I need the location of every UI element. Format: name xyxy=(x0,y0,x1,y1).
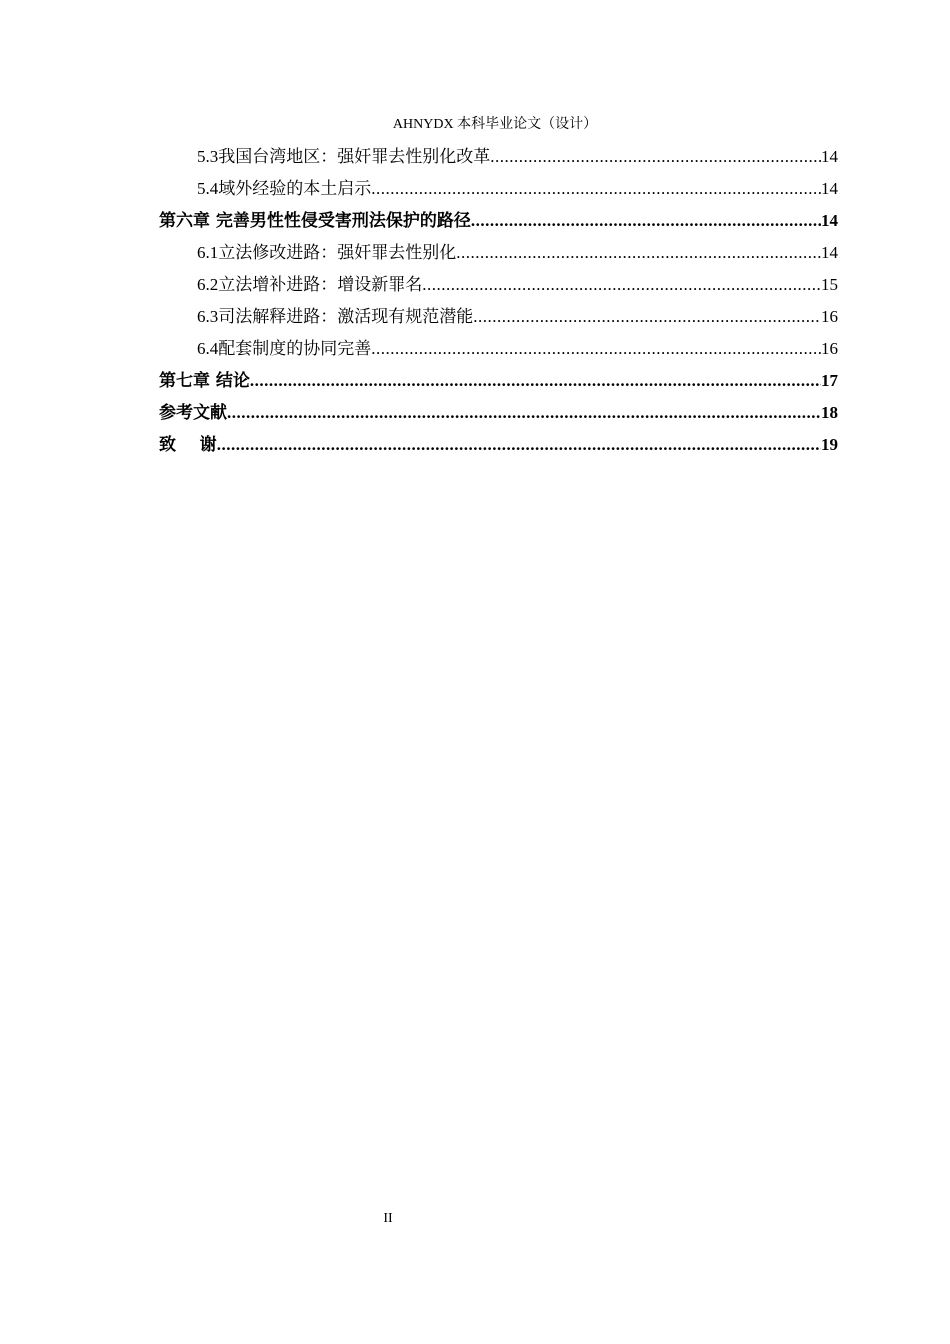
toc-entry-page: 16 xyxy=(821,339,838,358)
toc-entry-title: 司法解释进路：激活现有规范潜能 xyxy=(218,307,474,327)
toc-entry-page: 14 xyxy=(821,211,838,230)
toc-entry-number: 6.1 xyxy=(197,243,219,262)
toc-entry-number: 6.3 xyxy=(197,307,219,326)
toc-entry-5-3[interactable] xyxy=(159,141,838,173)
toc-entry-title: 第七章 结论 xyxy=(159,371,250,391)
toc-entry-6-4[interactable] xyxy=(159,333,838,365)
toc-dot-leader xyxy=(250,365,821,397)
toc-entry-page: 15 xyxy=(821,275,838,294)
table-of-contents xyxy=(159,141,838,461)
toc-entry-title: 我国台湾地区：强奸罪去性别化改革 xyxy=(218,147,491,167)
toc-entry-chapter-6[interactable] xyxy=(159,205,838,237)
toc-entry-title: 致 谢 xyxy=(159,435,217,455)
toc-entry-page: 14 xyxy=(821,243,838,262)
toc-entry-5-4[interactable] xyxy=(159,173,838,205)
toc-entry-title: 立法增补进路：增设新罪名 xyxy=(218,275,423,295)
toc-entry-6-1[interactable] xyxy=(159,237,838,269)
toc-entry-number: 6.2 xyxy=(197,275,219,294)
toc-dot-leader xyxy=(227,397,821,429)
toc-entry-number: 5.4 xyxy=(197,179,219,198)
toc-entry-chapter-7[interactable] xyxy=(159,365,838,397)
toc-entry-page: 18 xyxy=(821,403,838,422)
toc-dot-leader xyxy=(371,333,821,365)
toc-entry-title: 参考文献 xyxy=(159,403,227,423)
toc-entry-title: 域外经验的本土启示 xyxy=(218,179,372,199)
toc-dot-leader xyxy=(471,205,821,237)
toc-entry-title: 配套制度的协同完善 xyxy=(218,339,372,359)
toc-entry-title: 立法修改进路：强奸罪去性别化 xyxy=(218,243,457,263)
toc-entry-page: 14 xyxy=(821,179,838,198)
toc-dot-leader xyxy=(422,269,821,301)
page-number: II xyxy=(383,1211,393,1226)
toc-entry-6-3[interactable] xyxy=(159,301,838,333)
toc-entry-acknowledgements[interactable] xyxy=(159,429,838,461)
toc-dot-leader xyxy=(490,141,821,173)
toc-dot-leader xyxy=(371,173,821,205)
toc-entry-6-2[interactable] xyxy=(159,269,838,301)
toc-dot-leader xyxy=(473,301,821,333)
toc-dot-leader xyxy=(217,429,821,461)
toc-entry-title: 第六章 完善男性性侵受害刑法保护的路径 xyxy=(159,211,471,231)
toc-entry-page: 14 xyxy=(821,147,838,166)
toc-entry-number: 5.3 xyxy=(197,147,219,166)
toc-entry-page: 16 xyxy=(821,307,838,326)
toc-entry-page: 19 xyxy=(821,435,838,454)
toc-entry-page: 17 xyxy=(821,371,838,390)
toc-dot-leader xyxy=(456,237,821,269)
toc-entry-number: 6.4 xyxy=(197,339,219,358)
toc-entry-references[interactable] xyxy=(159,397,838,429)
page-header: AHNYDX 本科毕业论文（设计） xyxy=(392,117,598,132)
